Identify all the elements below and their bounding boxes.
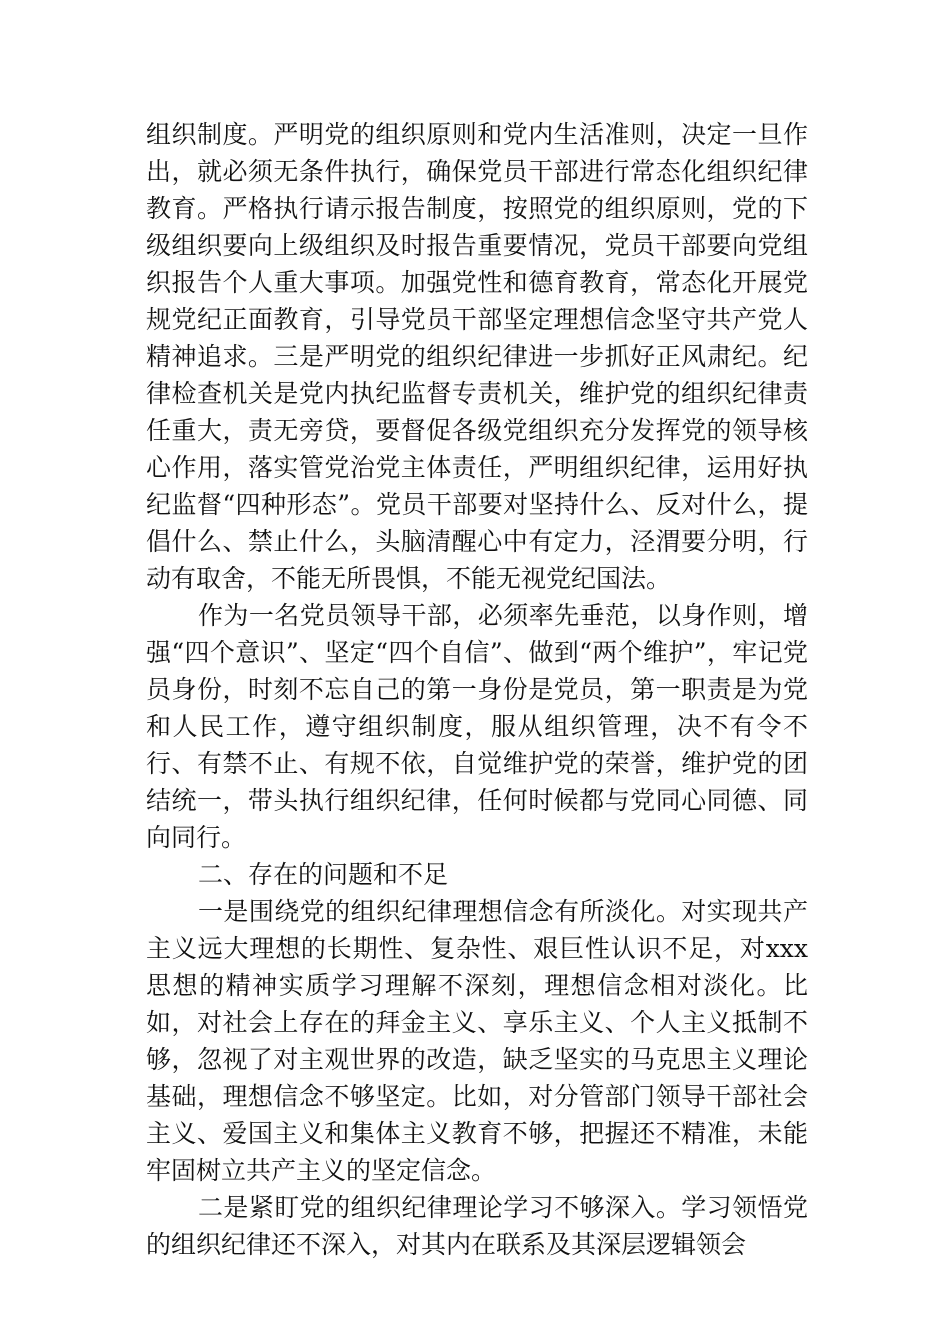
paragraph-leader-role-model: 作为一名党员领导干部，必须率先垂范，以身作则，增强“四个意识”、坚定“四个自信”、做到“两个维护”，牢记党员身份，时刻不忘自己的第一身份是党员，第一职责是为党和人民工作，遵守组织制度，服从组织管理，决不有令不行、有禁不止、有规不依，自觉维护党的荣誉，维护党的团结统一，带头执行组织纪律，任何时候都与党同心同德、同向同行。	[146, 601, 808, 852]
paragraph-theory-study: 二是紧盯党的组织纪律理论学习不够深入。学习领悟党的组织纪律还不深入，对其内在联系及其深层逻辑领会	[146, 1193, 808, 1259]
paragraph-organization-system: 组织制度。严明党的组织原则和党内生活准则，决定一旦作出，就必须无条件执行，确保党员干部进行常态化组织纪律教育。严格执行请示报告制度，按照党的组织原则，党的下级组织要向上级组织及时报告重要情况，党员干部要向党组织报告个人重大事项。加强党性和德育教育，常态化开展党规党纪正面教育，引导党员干部坚定理想信念坚守共产党人精神追求。三是严明党的组织纪律进一步抓好正风肃纪。纪律检查机关是党内执纪监督专责机关，维护党的组织纪律责任重大，责无旁贷，要督促各级党组织充分发挥党的领导核心作用，落实管党治党主体责任，严明组织纪律，运用好执纪监督“四种形态”。党员干部要对坚持什么、反对什么，提倡什么、禁止什么，头脑清醒心中有定力，泾渭要分明，行动有取舍，不能无所畏惧，不能无视党纪国法。	[146, 120, 808, 593]
paragraph-ideals-faded: 一是围绕党的组织纪律理想信念有所淡化。对实现共产主义远大理想的长期性、复杂性、艰巨性认识不足，对xxx思想的精神实质学习理解不深刻，理想信念相对淡化。比如，对社会上存在的拜金主义、享乐主义、个人主义抵制不够，忽视了对主观世界的改造，缺乏坚实的马克思主义理论基础，理想信念不够坚定。比如，对分管部门领导干部社会主义、爱国主义和集体主义教育不够，把握还不精准，未能牢固树立共产主义的坚定信念。	[146, 897, 808, 1185]
document-body	[146, 116, 808, 1263]
section-heading-problems: 二、存在的问题和不足	[198, 860, 449, 889]
